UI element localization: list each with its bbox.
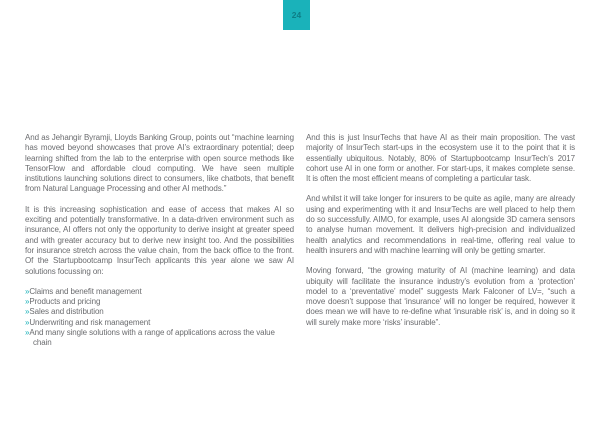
paragraph-quote-falconer: Moving forward, “the growing maturity of AI (machine learning) and data ubiquity will facilitate the insurance industry’s evolution from a ‘protection’ model to a ‘preventative’ model” suggests Mark Falconer of LV=, “such a move doesn’t suppose that ‘insurance’ will no longer be required, however it does mean we will have to re-define what ‘insurable risk’ is, and in doing so it will surely make more ‘risks’ insurable”. bbox=[306, 266, 575, 327]
bullet-chevron-icon: » bbox=[25, 297, 30, 307]
paragraph-insurers-agility: And whilst it will take longer for insurers to be quite as agile, many are already using and experimenting with it and InsurTechs are well placed to help them do so successfully. AIMO, for example, uses AI alongside 3D camera sensors to analyse human movement. It delivers high-precision and individualized health analytics and recommendations in real-time, offering real value to health insurers and with machine learning will only be getting smarter. bbox=[306, 194, 575, 255]
bullet-chevron-icon: » bbox=[25, 317, 30, 327]
bullet-item: »And many single solutions with a range of applications across the value chain bbox=[25, 328, 275, 348]
bullet-item: »Sales and distribution bbox=[25, 307, 104, 317]
left-column bbox=[25, 133, 294, 349]
bullet-item: »Underwriting and risk management bbox=[25, 317, 151, 327]
bullet-item: »Products and pricing bbox=[25, 297, 101, 307]
bullet-chevron-icon: » bbox=[25, 286, 30, 296]
paragraph-ai-sophistication: It is this increasing sophistication and ease of access that makes AI so exciting and potentially transformative. In a data-driven environment such as insurance, AI offers not only the opportunity to derive insight at greater speed and with greater accuracy but to derive new insight too. And the possibilities for insurance stretch across the value chain, from the back office to the front. Of the Startupbootcamp InsurTech applicants this year alone we saw AI solutions focussing on: bbox=[25, 204, 294, 276]
right-column bbox=[306, 133, 575, 349]
page-number-badge bbox=[283, 0, 310, 30]
paragraph-quote-byramji: And as Jehangir Byramji, Lloyds Banking Group, points out “machine learning has moved beyond showcases that prove AI’s extraordinary potential; deep learning shifted from the lab to the enterprise with open source methods like TensorFlow and affordable cloud computing. We have seen multiple institutions launching solutions direct to consumers, like chatbots, that benefit from Natural Language Processing and other AI methods.” bbox=[25, 133, 294, 194]
paragraph-insurtech-ubiquity: And this is just InsurTechs that have AI as their main proposition. The vast majority of InsurTech start-ups in the ecosystem use it to the point that it is essentially ubiquitous. Notably, 80% of Startupbootcamp InsurTech’s 2017 cohort use AI in one form or another. For start-ups, it makes complete sense. It is often the most efficient means of completing a particular task. bbox=[306, 133, 575, 184]
bullet-item: »Claims and benefit management bbox=[25, 286, 142, 296]
bullet-chevron-icon: » bbox=[25, 307, 30, 317]
bullet-list bbox=[25, 287, 294, 349]
page-number: 24 bbox=[291, 10, 302, 20]
bullet-chevron-icon: » bbox=[25, 328, 30, 338]
text-columns bbox=[25, 133, 575, 349]
